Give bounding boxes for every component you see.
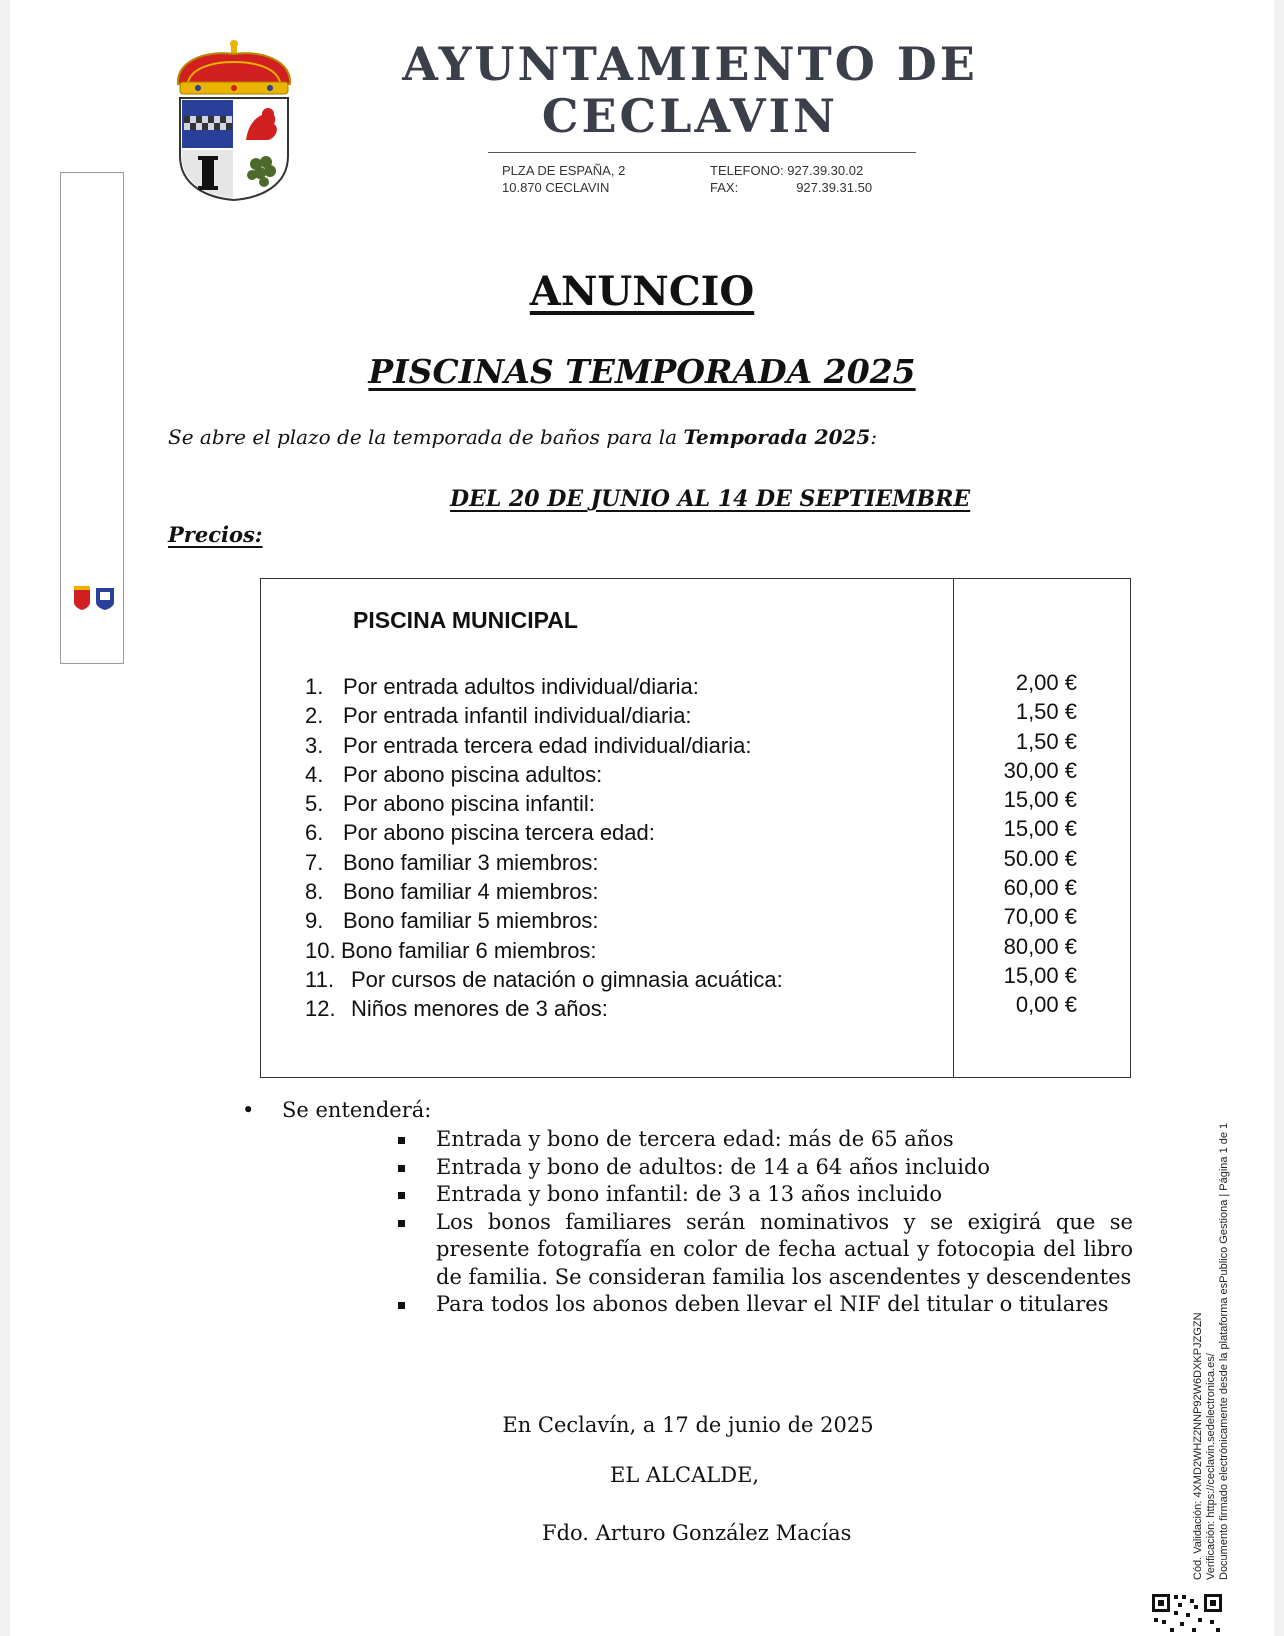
validation-line3: Documento firmado electrónicamente desde la plataforma esPublico Gestiona | Página 1 de 1 — [1218, 1122, 1230, 1580]
price-item-value: 15,00 € — [1003, 962, 1077, 988]
notes-heading: Se entenderá: — [282, 1098, 432, 1122]
price-item-number: 7. — [305, 849, 324, 875]
price-item — [305, 933, 1105, 965]
fax-number: 927.39.31.50 — [796, 180, 873, 195]
price-item — [305, 845, 1105, 877]
header-rule — [488, 152, 916, 153]
price-item — [305, 818, 1105, 847]
price-item-label: Por entrada tercera edad individual/diaria: — [343, 732, 752, 758]
address-line1: PLZA DE ESPAÑA, 2 — [502, 163, 626, 178]
price-item — [305, 906, 1105, 935]
price-item-label: Bono familiar 5 miembros: — [343, 908, 599, 934]
price-item — [305, 962, 1105, 994]
price-item-value: 80,00 € — [1003, 933, 1077, 959]
price-item-value: 50.00 € — [1003, 845, 1077, 871]
intro-end: : — [870, 425, 878, 449]
phone-line: TELEFONO: 927.39.30.02 — [710, 163, 864, 178]
price-item-number: 12. — [305, 996, 336, 1022]
validation-line1: Cód. Validación: 4XMD2WHZ2NNP92W6DXKPJZGZN — [1192, 1312, 1204, 1580]
price-item-label: Bono familiar 3 miembros: — [343, 849, 599, 875]
notes-list — [398, 1126, 1133, 1319]
intro-season: Temporada 2025 — [683, 425, 871, 449]
signer-title: EL ALCALDE, — [610, 1463, 760, 1487]
price-item-value: 70,00 € — [1003, 904, 1077, 930]
price-item-value: 0,00 € — [1015, 992, 1077, 1018]
price-item-value: 60,00 € — [1003, 875, 1077, 901]
prices-label: Precios: — [168, 522, 263, 547]
price-item-label: Por entrada infantil individual/diaria: — [343, 703, 692, 729]
document-page — [10, 0, 1274, 1636]
address-block — [502, 162, 625, 196]
price-table-title: PISCINA MUNICIPAL — [353, 607, 578, 633]
address-line2: 10.870 CECLAVIN — [502, 180, 610, 195]
price-item-value: 1,50 € — [1015, 728, 1077, 754]
bullet-dot: • — [242, 1098, 255, 1122]
place-date: En Ceclavín, a 17 de junio de 2025 — [502, 1413, 874, 1437]
signer-name: Fdo. Arturo González Macías — [542, 1521, 852, 1545]
note-item: Entrada y bono infantil: de 3 a 13 años incluido — [398, 1181, 1133, 1209]
price-item-number: 10. — [305, 937, 336, 963]
price-item-number: 1. — [305, 674, 324, 699]
note-item: Entrada y bono de tercera edad: más de 65 años — [398, 1126, 1133, 1154]
price-item-value: 30,00 € — [1003, 757, 1077, 783]
qr-code-icon — [1150, 1592, 1224, 1636]
price-item-label: Niños menores de 3 años: — [351, 996, 608, 1022]
price-item-number: 2. — [305, 703, 324, 729]
document-subtitle: PISCINAS TEMPORADA 2025 — [368, 352, 916, 391]
organization-name — [350, 38, 1030, 142]
price-item — [305, 789, 1105, 818]
season-dates: DEL 20 DE JUNIO AL 14 DE SEPTIEMBRE — [450, 486, 971, 512]
note-item: Los bonos familiares serán nominativos y se exigirá que se presente fotografía en color de fecha actual y fotocopia del libro de familia. Se consideran familia los ascendentes y descendentes — [398, 1209, 1133, 1292]
organization-name-line1: AYUNTAMIENTO DE — [402, 37, 978, 91]
price-item — [305, 994, 1105, 1023]
price-item-value: 2,00 € — [1015, 670, 1077, 695]
price-item — [305, 877, 1105, 906]
coat-of-arms-icon — [168, 38, 300, 203]
price-item-number: 8. — [305, 879, 324, 905]
small-crest-icon — [70, 582, 120, 612]
price-item-label: Por entrada adultos individual/diaria: — [343, 674, 699, 699]
price-item-number: 3. — [305, 732, 324, 758]
contact-block — [710, 162, 872, 196]
price-item-label: Por abono piscina adultos: — [343, 761, 603, 787]
price-item — [305, 757, 1105, 789]
price-item-number: 11. — [305, 966, 334, 992]
price-item-value: 1,50 € — [1015, 699, 1077, 725]
price-item — [305, 701, 1105, 730]
price-item-label: Por cursos de natación o gimnasia acuática: — [351, 966, 783, 992]
price-table — [260, 578, 1131, 1078]
organization-name-line2: CECLAVIN — [541, 89, 839, 143]
intro-text: Se abre el plazo de la temporada de baños para la — [168, 425, 684, 449]
fax-label: FAX: — [710, 180, 739, 195]
validation-line2: Verificación: https://ceclavin.sedelectronica.es/ — [1205, 1353, 1217, 1580]
price-list — [305, 672, 1105, 1024]
note-item: Entrada y bono de adultos: de 14 a 64 años incluido — [398, 1154, 1133, 1182]
price-item-number: 4. — [305, 761, 324, 787]
price-item-value: 15,00 € — [1003, 787, 1077, 813]
price-item — [305, 728, 1105, 760]
price-item-label: Por abono piscina infantil: — [343, 791, 595, 817]
price-item-label: Bono familiar 6 miembros: — [341, 937, 597, 963]
intro-paragraph — [168, 425, 877, 449]
note-item: Para todos los abonos deben llevar el NIF del titular o titulares — [398, 1291, 1133, 1319]
price-item-number: 6. — [305, 820, 324, 846]
document-title: ANUNCIO — [529, 268, 755, 315]
price-item-label: Por abono piscina tercera edad: — [343, 820, 655, 846]
price-item-label: Bono familiar 4 miembros: — [343, 879, 599, 905]
price-item-number: 5. — [305, 791, 324, 817]
price-item-value: 15,00 € — [1003, 816, 1077, 842]
price-item — [305, 672, 1105, 701]
price-item-number: 9. — [305, 908, 324, 934]
